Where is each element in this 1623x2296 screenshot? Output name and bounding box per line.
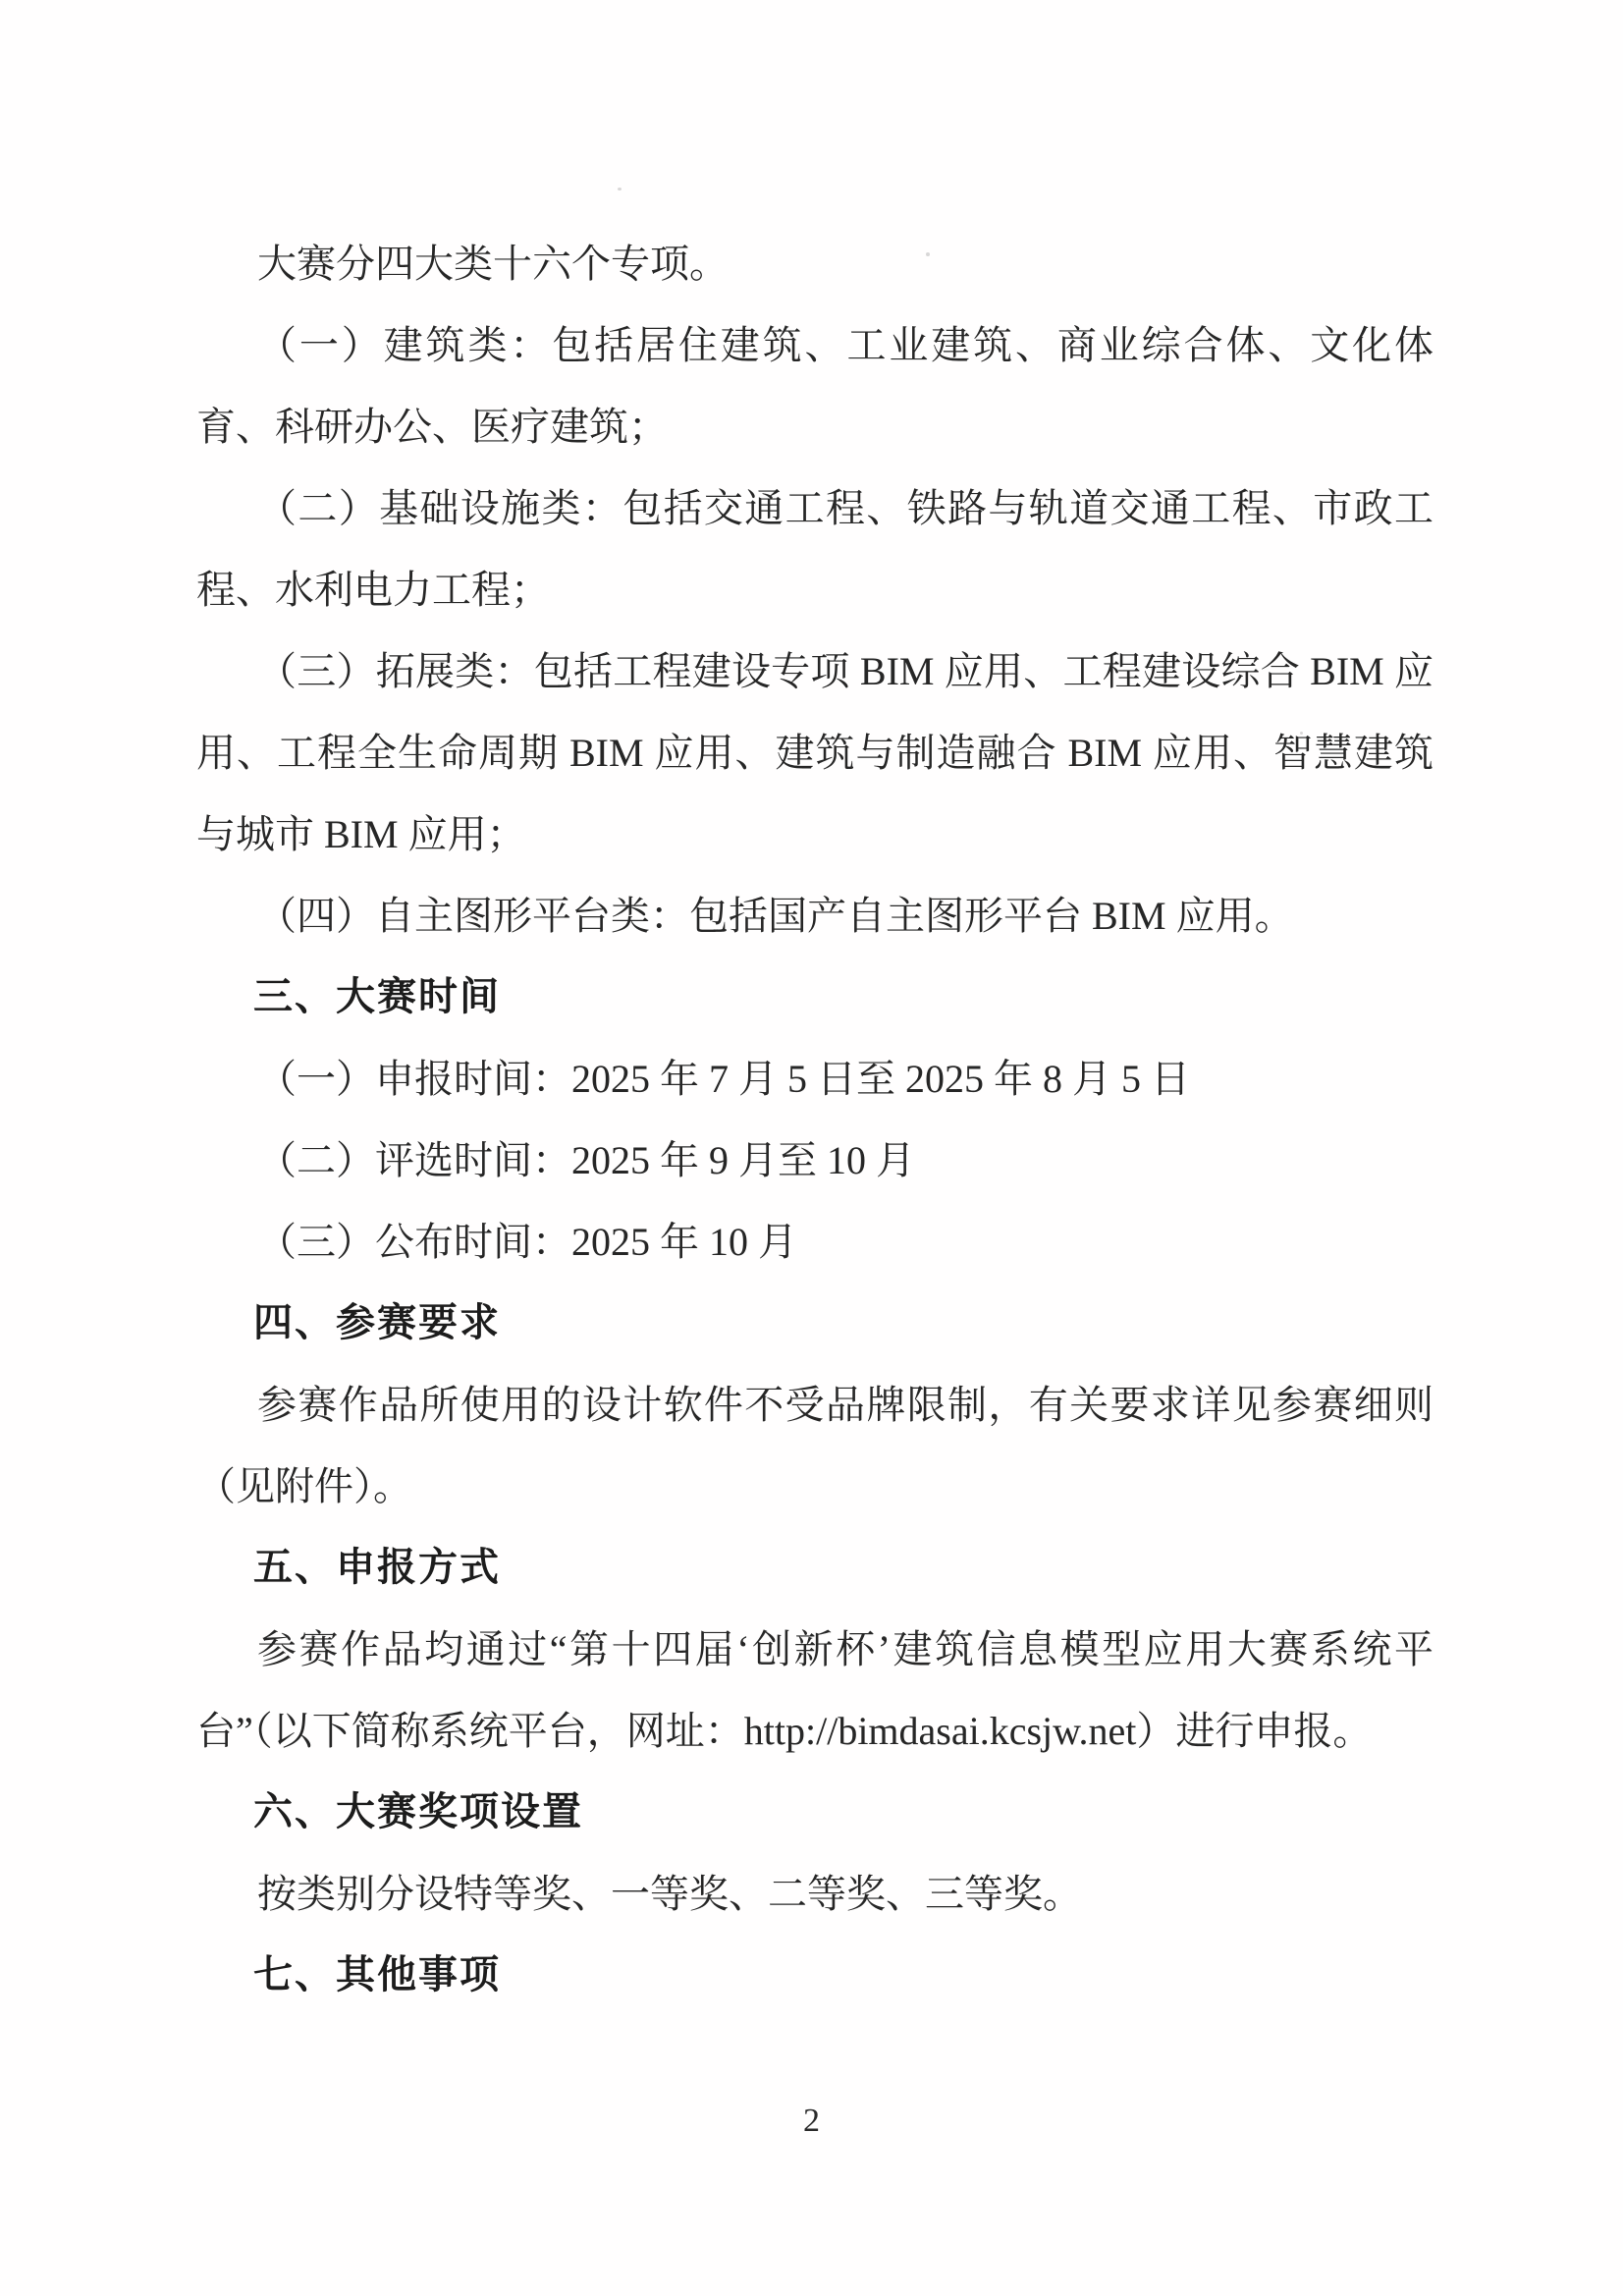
document-body bbox=[196, 223, 1434, 2016]
heading-contest-time: 三、大赛时间 bbox=[253, 975, 501, 1018]
para-category-infrastructure: （二）基础设施类：包括交通工程、铁路与轨道交通工程、市政工程、水利电力工程； bbox=[196, 486, 1434, 612]
para-category-platform: （四）自主图形平台类：包括国产自主图形平台 BIM 应用。 bbox=[257, 894, 1294, 938]
para-application-platform: 参赛作品均通过“第十四届‘创新杯’建筑信息模型应用大赛系统平台”（以下简称系统平台，网址：http://bimdasai.kcsjw.net）进行申报。 bbox=[196, 1627, 1434, 1753]
heading-award-settings: 六、大赛奖项设置 bbox=[253, 1790, 583, 1833]
para-announcement-time: （三）公布时间：2025 年 10 月 bbox=[257, 1220, 797, 1264]
para-categories-intro: 大赛分四大类十六个专项。 bbox=[257, 242, 729, 286]
heading-entry-requirements: 四、参赛要求 bbox=[253, 1301, 501, 1344]
scan-artifact bbox=[926, 252, 930, 256]
para-category-architecture: （一）建筑类：包括居住建筑、工业建筑、商业综合体、文化体育、科研办公、医疗建筑； bbox=[196, 323, 1434, 449]
heading-application-method: 五、申报方式 bbox=[253, 1546, 501, 1589]
para-category-expansion: （三）拓展类：包括工程建设专项 BIM 应用、工程建设综合 BIM 应用、工程全生命周期 BIM 应用、建筑与制造融合 BIM 应用、智慧建筑与城市 BIM 应用； bbox=[196, 649, 1434, 856]
para-requirements: 参赛作品所使用的设计软件不受品牌限制，有关要求详见参赛细则（见附件）。 bbox=[196, 1383, 1434, 1508]
para-review-time: （二）评选时间：2025 年 9 月至 10 月 bbox=[257, 1138, 915, 1182]
scan-artifact bbox=[618, 188, 622, 191]
page-number: 2 bbox=[803, 2103, 820, 2139]
para-award-levels: 按类别分设特等奖、一等奖、二等奖、三等奖。 bbox=[257, 1872, 1082, 1916]
scan-artifact bbox=[1300, 732, 1303, 735]
heading-other-matters: 七、其他事项 bbox=[253, 1953, 501, 1996]
para-application-time: （一）申报时间：2025 年 7 月 5 日至 2025 年 8 月 5 日 bbox=[257, 1057, 1190, 1101]
